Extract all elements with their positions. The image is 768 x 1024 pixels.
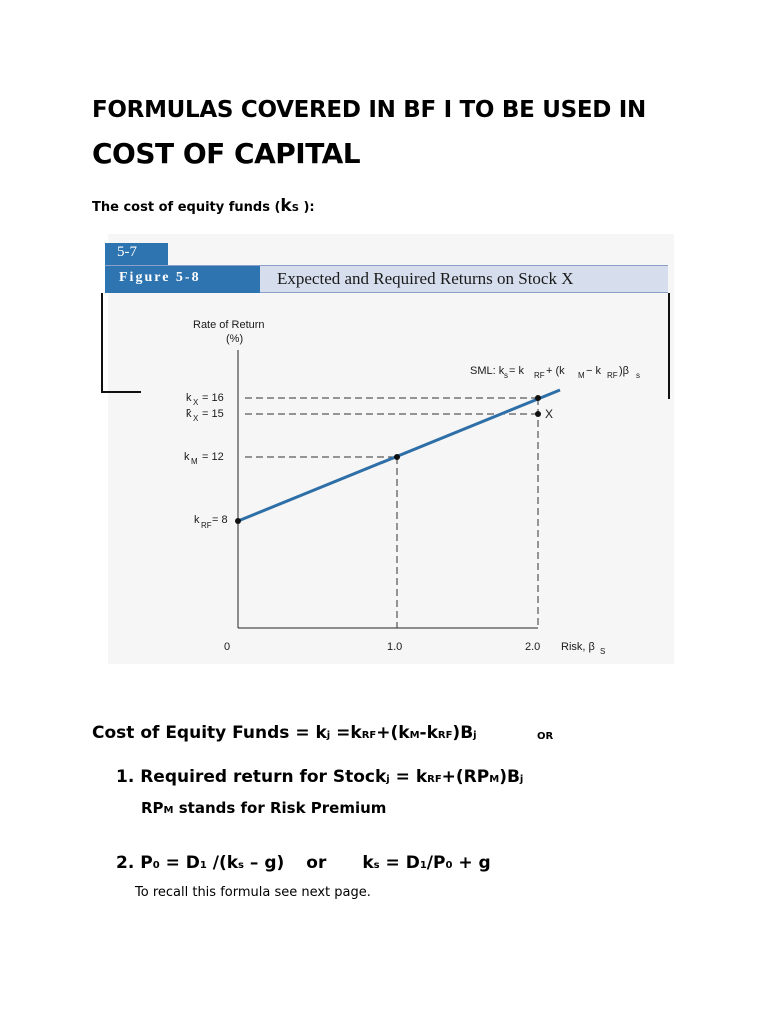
y-label-kx16	[186, 392, 224, 407]
cost-of-equity-intro	[92, 196, 315, 216]
figure-title-band	[105, 265, 668, 293]
rp-rest: stands for Risk Premium	[173, 799, 387, 817]
figure-label: Figure 5-8	[105, 266, 260, 293]
figure-header	[105, 243, 668, 293]
svg-text:= 15: = 15	[202, 408, 224, 420]
item2-sub-0: 0	[152, 860, 160, 871]
sml-chart	[108, 310, 668, 660]
svg-text:s: s	[504, 371, 508, 380]
item2-eq: = D	[159, 853, 200, 873]
eq1-plus: +(k	[376, 723, 410, 743]
point-krf	[235, 518, 241, 524]
recall-note: To recall this formula see next page.	[135, 885, 371, 900]
eq1-sub-rf: RF	[361, 730, 377, 741]
y-label-kx-hat15	[186, 408, 224, 423]
x-tick-0: 0	[224, 641, 231, 653]
svg-text:k: k	[184, 451, 190, 463]
svg-text:X: X	[193, 398, 199, 407]
figure-frame-left	[101, 293, 103, 393]
heading-line-1: FORMULAS COVERED IN BF I TO BE USED IN	[92, 97, 646, 123]
y-label-krf8	[194, 514, 228, 530]
x-axis-title-sub: S	[600, 647, 606, 656]
eq1-sub-rf2: RF	[437, 730, 453, 741]
svg-text:)β: )β	[619, 365, 629, 377]
intro-close: ):	[298, 200, 315, 215]
svg-text:s: s	[636, 371, 640, 380]
point-kx	[535, 395, 541, 401]
item2-sub-s2: s	[373, 860, 380, 871]
eq1-lead: Cost of Equity Funds = k	[92, 723, 327, 743]
eq1-mid: =k	[330, 723, 362, 743]
item2-sub-s: s	[238, 860, 244, 871]
svg-text:= k: = k	[509, 365, 524, 377]
y-axis-unit: (%)	[226, 333, 244, 345]
item2-p: P	[140, 853, 153, 873]
item2-number: 2.	[116, 853, 135, 873]
rp-label: RP	[141, 799, 164, 817]
cost-of-equity-formula	[92, 723, 477, 743]
item1-number: 1.	[116, 767, 135, 787]
y-label-km12	[184, 451, 224, 466]
point-x	[535, 411, 541, 417]
svg-text:RF: RF	[534, 371, 545, 380]
eq1-tail: )B	[452, 723, 474, 743]
svg-text:k̂: k̂	[186, 408, 192, 420]
item1-sub-m: M	[489, 774, 500, 785]
intro-text: The cost of equity funds (	[92, 200, 281, 215]
item2-slash: /(k	[206, 853, 239, 873]
item2-sub-1: 1	[199, 860, 207, 871]
point-x-label: X	[545, 407, 554, 421]
risk-premium-note	[141, 799, 386, 817]
formula-item-2	[116, 853, 491, 873]
svg-text:k: k	[186, 392, 192, 404]
y-axis-title: Rate of Return	[193, 319, 265, 331]
figure-frame-right	[668, 293, 670, 399]
item1-plus: +(RP	[441, 767, 490, 787]
item1-tail: )B	[499, 767, 520, 787]
svg-text:= 12: = 12	[202, 451, 224, 463]
eq1-sub-j: j	[326, 730, 331, 741]
item1-lead: Required return for Stock	[140, 767, 387, 787]
svg-text:− k: − k	[586, 365, 601, 377]
item1-sub-rf: RF	[427, 774, 442, 785]
rp-sub-m: M	[163, 805, 174, 816]
item1-mid: = k	[389, 767, 428, 787]
item2-sub-1b: 1	[419, 860, 427, 871]
item1-sub-j: j	[386, 774, 390, 785]
item2-sub-0b: 0	[445, 860, 453, 871]
svg-text:RF: RF	[201, 521, 212, 530]
svg-text:M: M	[578, 371, 585, 380]
x-axis-title: Risk, β	[561, 641, 595, 653]
svg-text:= 16: = 16	[202, 392, 224, 404]
intro-k: k	[280, 196, 292, 216]
item1-sub-j2: j	[519, 774, 524, 785]
formula-item-1	[116, 767, 523, 787]
figure-title: Expected and Required Returns on Stock X	[277, 269, 574, 288]
or-label: OR	[537, 731, 554, 742]
intro-sub: S	[291, 203, 299, 214]
x-tick-1: 1.0	[387, 641, 403, 653]
eq1-sub-j2: j	[473, 730, 477, 741]
item2-plus-g: + g	[452, 853, 491, 873]
svg-text:M: M	[191, 457, 198, 466]
heading-line-2: COST OF CAPITAL	[92, 137, 361, 170]
svg-text:= 8: = 8	[212, 514, 228, 526]
svg-text:+ (k: + (k	[546, 365, 565, 377]
sml-equation-label	[470, 365, 640, 380]
figure-section-number: 5-7	[105, 243, 168, 265]
svg-text:SML: k: SML: k	[470, 365, 505, 377]
item2-eq2: = D	[379, 853, 420, 873]
item2-div: /P	[426, 853, 446, 873]
svg-text:RF: RF	[607, 371, 618, 380]
svg-text:X: X	[193, 414, 199, 423]
item2-ks: k	[362, 853, 374, 873]
eq1-sub-m: M	[409, 730, 420, 741]
item2-minus-g: – g)	[243, 853, 285, 873]
eq1-minus: -k	[419, 723, 438, 743]
svg-text:k: k	[194, 514, 200, 526]
item2-or: or	[306, 853, 327, 873]
point-km	[394, 454, 400, 460]
x-tick-2: 2.0	[525, 641, 541, 653]
